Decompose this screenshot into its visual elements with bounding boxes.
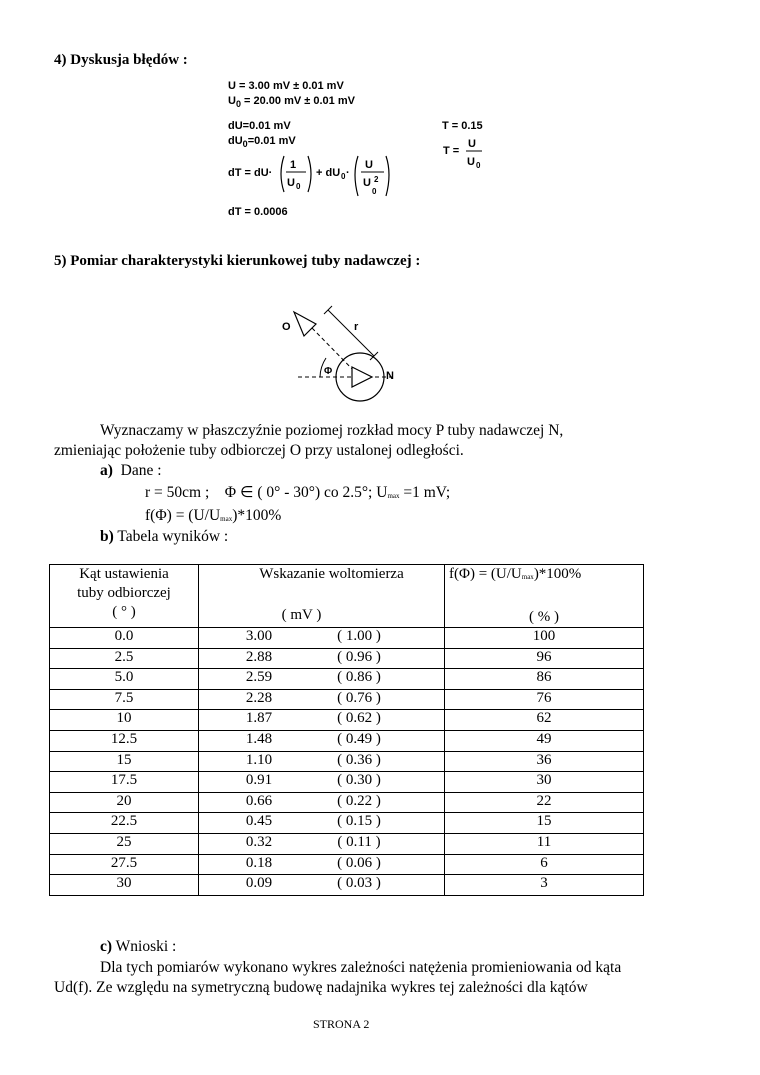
svg-text:U: U [287, 177, 295, 189]
cell-voltage [199, 628, 445, 649]
cell-angle: 27.5 [50, 854, 199, 875]
cell-angle: 7.5 [50, 689, 199, 710]
table-row [50, 648, 644, 669]
formula-du: dU=0.01 mV [228, 120, 291, 132]
cell-mv: 0.91 [245, 772, 273, 789]
header-voltmeter: Wskazanie woltomierza ( mV ) [199, 565, 445, 628]
svg-text:U: U [467, 156, 475, 168]
cell-mv: 0.66 [245, 792, 273, 809]
dt-formula [224, 148, 404, 204]
svg-text:U: U [363, 177, 371, 189]
cell-voltage [199, 751, 445, 772]
table-label: b) Tabela wyników : [100, 528, 229, 545]
cell-mv: 0.09 [245, 875, 273, 892]
cell-voltage [199, 710, 445, 731]
svg-text:+ dU: + dU [316, 167, 341, 179]
label-o: O [282, 321, 291, 333]
cell-mv: 2.88 [245, 648, 273, 665]
cell-percent: 22 [445, 792, 644, 813]
cell-percent: 62 [445, 710, 644, 731]
cell-voltage [199, 875, 445, 896]
cell-rel: ( 0.76 ) [337, 689, 381, 706]
cell-percent: 6 [445, 854, 644, 875]
table-header [50, 565, 644, 628]
cell-angle: 12.5 [50, 730, 199, 751]
cell-angle: 0.0 [50, 628, 199, 649]
cell-voltage [199, 669, 445, 690]
conclusions-line2: Ud(f). Ze względu na symetryczną budowę nadajnika wykres tej zależności dla kątów [54, 979, 588, 996]
page-number: STRONA 2 [313, 1017, 370, 1031]
cell-percent: 100 [445, 628, 644, 649]
cell-mv: 2.59 [245, 669, 273, 686]
cell-mv: 1.10 [245, 751, 273, 768]
table-row [50, 628, 644, 649]
dane-line1: r = 50cm ; Φ ∈ ( 0° - 30°) co 2.5°; $U_{max} =1$ mV; [145, 484, 451, 501]
cell-rel: ( 0.49 ) [337, 730, 381, 747]
svg-text:U: U [365, 159, 373, 171]
cell-voltage [199, 689, 445, 710]
table-row [50, 689, 644, 710]
cell-voltage [199, 813, 445, 834]
cell-voltage [199, 792, 445, 813]
label-r: r [354, 321, 359, 333]
svg-text:0: 0 [341, 172, 346, 181]
paragraph-line2: zmieniając położenie tuby odbiorczej O przy ustalonej odległości. [54, 442, 464, 459]
cell-voltage [199, 648, 445, 669]
cell-mv: 2.28 [245, 689, 273, 706]
section4-heading: 4) Dyskusja błędów : [54, 52, 188, 68]
formula-dt-value: dT = 0.0006 [228, 206, 288, 218]
cell-angle: 20 [50, 792, 199, 813]
results-table [49, 564, 644, 896]
cell-percent: 30 [445, 772, 644, 793]
conclusions-label: c) Wnioski : [100, 938, 177, 955]
conclusions-line1: Dla tych pomiarów wykonano wykres zależności natężenia promieniowania od kąta [100, 959, 622, 976]
cell-angle: 25 [50, 833, 199, 854]
cell-angle: 2.5 [50, 648, 199, 669]
svg-text:U: U [468, 138, 476, 150]
cell-percent: 3 [445, 875, 644, 896]
cell-percent: 11 [445, 833, 644, 854]
table-row [50, 875, 644, 896]
formula-u0: $U_0 = 20.00$ mV ± 0.01 mV [228, 95, 355, 110]
table-row [50, 751, 644, 772]
cell-voltage [199, 854, 445, 875]
cell-voltage [199, 772, 445, 793]
formula-du0: $dU_0=0.01$ mV [228, 135, 296, 150]
cell-mv: 0.18 [245, 854, 273, 871]
cell-rel: ( 0.62 ) [337, 710, 381, 727]
cell-angle: 17.5 [50, 772, 199, 793]
label-phi: Φ [324, 366, 333, 377]
cell-rel: ( 0.11 ) [337, 833, 381, 850]
cell-percent: 76 [445, 689, 644, 710]
svg-text:0: 0 [372, 187, 377, 196]
label-n: N [386, 370, 394, 382]
header-angle: Kąt ustawienia tuby odbiorczej ( ° ) [50, 565, 199, 628]
cell-angle: 30 [50, 875, 199, 896]
dane-line2: $f(\Phi) = (U/U_{max})*100\%$ [145, 507, 282, 524]
svg-text:0: 0 [476, 161, 481, 170]
cell-rel: ( 1.00 ) [337, 628, 381, 644]
formula-t-value: T = 0.15 [442, 120, 483, 132]
cell-rel: ( 0.06 ) [337, 854, 381, 871]
table-row [50, 669, 644, 690]
formula-u: U = 3.00 mV ± 0.01 mV [228, 80, 344, 92]
table-row [50, 710, 644, 731]
svg-text:T =: T = [443, 145, 460, 157]
cell-angle: 10 [50, 710, 199, 731]
cell-rel: ( 0.15 ) [337, 813, 381, 830]
cell-percent: 49 [445, 730, 644, 751]
svg-text:1: 1 [290, 159, 297, 171]
cell-mv: 1.87 [245, 710, 273, 727]
cell-percent: 86 [445, 669, 644, 690]
cell-mv: 1.48 [245, 730, 273, 747]
cell-percent: 96 [445, 648, 644, 669]
direction-diagram [276, 300, 406, 410]
table-row [50, 792, 644, 813]
cell-angle: 22.5 [50, 813, 199, 834]
table-row [50, 854, 644, 875]
paragraph-line1: Wyznaczamy w płaszczyźnie poziomej rozkład mocy P tuby nadawczej N, [100, 422, 564, 439]
t-formula [440, 134, 490, 174]
cell-voltage [199, 730, 445, 751]
cell-mv: 3.00 [245, 628, 273, 644]
cell-rel: ( 0.36 ) [337, 751, 381, 768]
svg-text:2: 2 [374, 175, 379, 184]
cell-angle: 5.0 [50, 669, 199, 690]
cell-voltage [199, 833, 445, 854]
svg-text:0: 0 [296, 182, 301, 191]
svg-text:dT = dU·: dT = dU· [228, 167, 273, 179]
table-row [50, 833, 644, 854]
cell-mv: 0.45 [245, 813, 273, 830]
cell-mv: 0.32 [245, 833, 273, 850]
table-row [50, 772, 644, 793]
cell-rel: ( 0.03 ) [337, 875, 381, 892]
table-row [50, 813, 644, 834]
section5-heading: 5) Pomiar charakterystyki kierunkowej tuby nadawczej : [54, 253, 421, 269]
cell-angle: 15 [50, 751, 199, 772]
cell-rel: ( 0.30 ) [337, 772, 381, 789]
svg-text:·: · [346, 167, 350, 179]
cell-percent: 15 [445, 813, 644, 834]
cell-rel: ( 0.96 ) [337, 648, 381, 665]
table-row [50, 730, 644, 751]
cell-rel: ( 0.22 ) [337, 792, 381, 809]
header-percent: $f(\Phi) = (U/U_{max})*100\%$ ( % ) [445, 565, 644, 628]
cell-rel: ( 0.86 ) [337, 669, 381, 686]
cell-percent: 36 [445, 751, 644, 772]
dane-label: a) Dane : [100, 462, 162, 479]
